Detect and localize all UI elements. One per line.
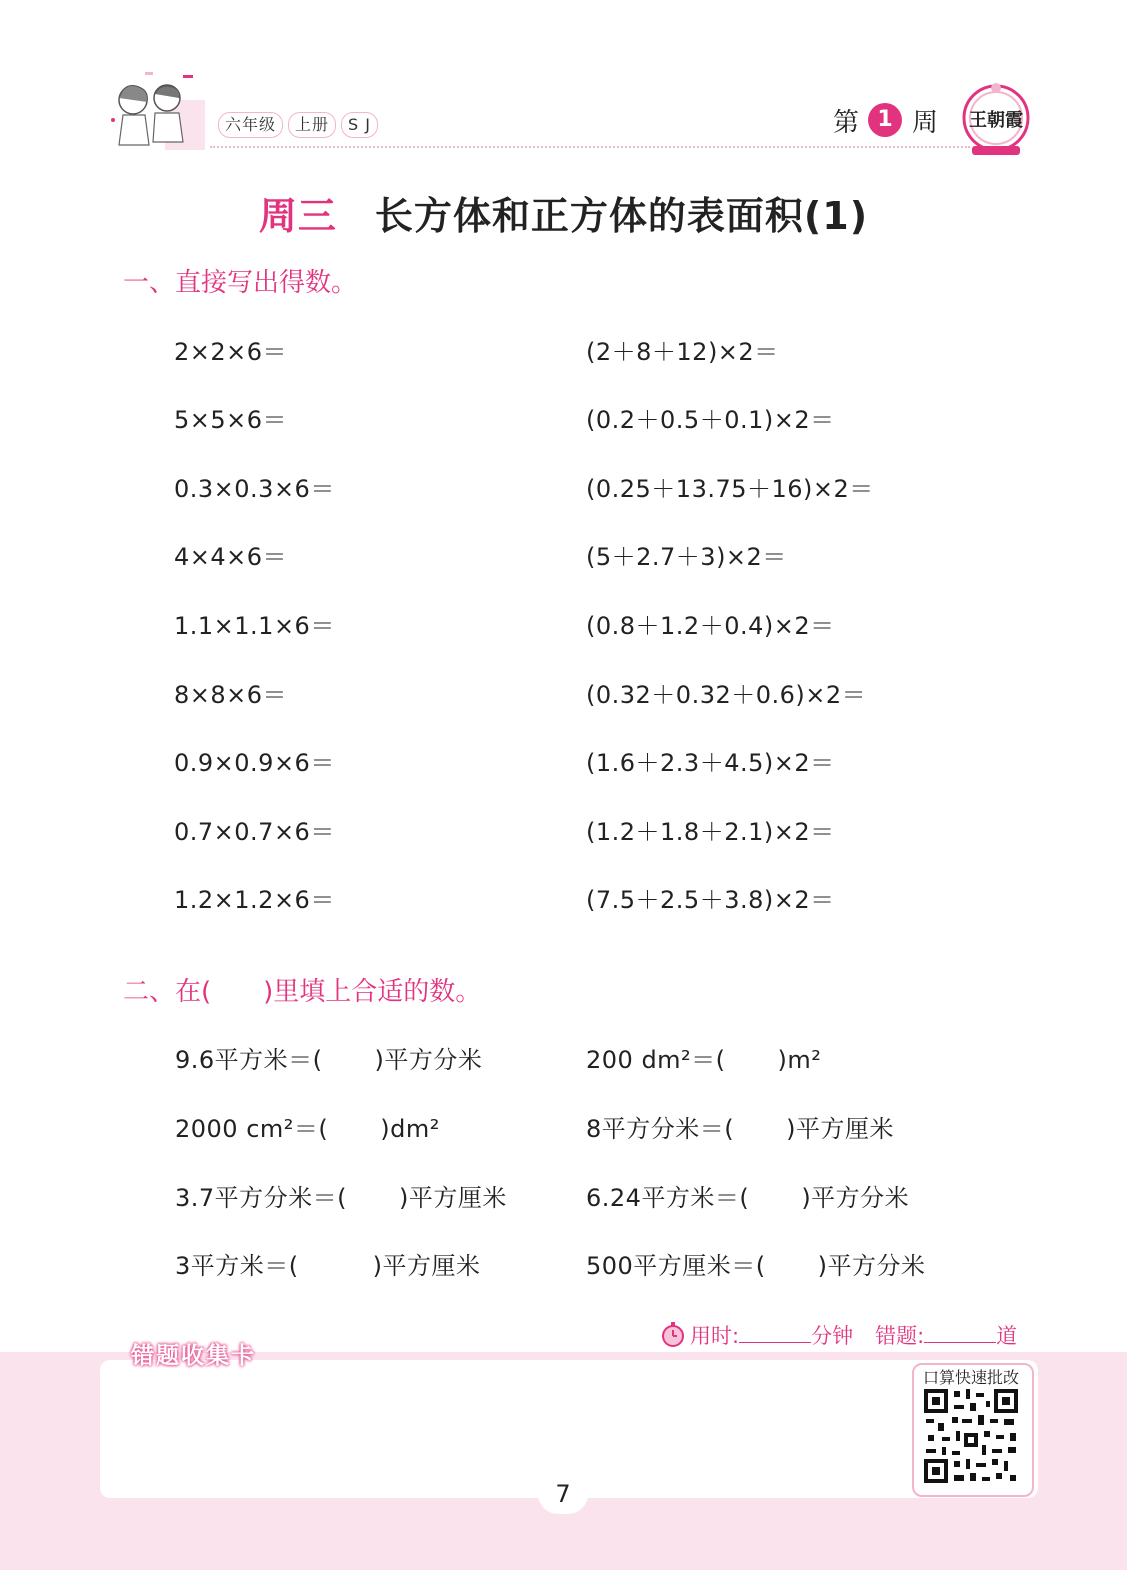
fill-item-pre: 2000 cm²＝( (175, 1115, 329, 1143)
fill-item-post: )平方厘米 (786, 1115, 895, 1143)
fill-item-pre: 8平方分米＝( (586, 1115, 735, 1143)
fill-item-pre: 3.7平方分米＝( (175, 1184, 348, 1212)
calc-right-2: (0.2＋0.5＋0.1)×2＝ (586, 406, 835, 434)
calc-right-1: (2＋8＋12)×2＝ (586, 338, 779, 366)
calc-right-3: (0.25＋13.75＋16)×2＝ (586, 475, 874, 503)
fill-item-post: )平方厘米 (372, 1252, 481, 1280)
time-unit: 分钟 (811, 1324, 854, 1348)
timer-row (660, 1320, 1017, 1352)
fill-item-4 (586, 1109, 894, 1144)
calc-right-4: (5＋2.7＋3)×2＝ (586, 543, 787, 571)
calc-left-1: 2×2×6＝ (174, 338, 288, 366)
section2-heading: 二、在( )里填上合适的数。 (123, 977, 482, 1007)
fill-item-2 (586, 1040, 821, 1075)
week-prefix: 第 (833, 108, 860, 138)
calc-left-3: 0.3×0.3×6＝ (174, 475, 335, 503)
page-title (0, 185, 1127, 240)
fill-item-post: )平方分米 (801, 1184, 910, 1212)
title-day: 周三 (258, 194, 337, 238)
calc-left-4: 4×4×6＝ (174, 543, 288, 571)
fill-item-1 (175, 1040, 482, 1075)
fill-item-post: )dm² (380, 1115, 440, 1143)
header-divider (210, 146, 970, 148)
page-number: 7 (555, 1480, 571, 1508)
calc-right-5: (0.8＋1.2＋0.4)×2＝ (586, 612, 835, 640)
fill-item-8 (586, 1246, 926, 1281)
children-illustration (105, 70, 205, 155)
section1-heading: 一、直接写出得数。 (123, 268, 358, 298)
errors-label: 错题: (875, 1324, 925, 1348)
fill-item-7 (175, 1246, 481, 1281)
fill-item-pre: 200 dm²＝( (586, 1046, 726, 1074)
fill-item-post: )平方分米 (817, 1252, 926, 1280)
fill-item-3 (175, 1109, 440, 1144)
calc-right-9: (7.5＋2.5＋3.8)×2＝ (586, 886, 835, 914)
calc-left-2: 5×5×6＝ (174, 406, 288, 434)
qr-label: 口算快速批改 (922, 1368, 1019, 1387)
svg-text:王朝霞: 王朝霞 (969, 110, 1023, 131)
stopwatch-icon (660, 1321, 686, 1352)
calc-right-7: (1.6＋2.3＋4.5)×2＝ (586, 749, 835, 777)
time-input[interactable] (739, 1324, 811, 1343)
fill-item-post: )m² (777, 1046, 822, 1074)
calc-right-6: (0.32＋0.32＋0.6)×2＝ (586, 681, 867, 709)
calc-right-8: (1.2＋1.8＋2.1)×2＝ (586, 818, 835, 846)
fill-item-pre: 3平方米＝( (175, 1252, 299, 1280)
week-suffix: 周 (912, 108, 939, 138)
errors-unit: 道 (996, 1324, 1018, 1348)
fill-item-5 (175, 1178, 507, 1213)
mistake-card-tab: 错题收集卡 (131, 1343, 256, 1369)
grade-chip: 六年级 (218, 112, 283, 138)
time-label: 用时: (690, 1324, 740, 1348)
volume-chip: 上册 (288, 112, 336, 138)
fill-item-pre: 6.24平方米＝( (586, 1184, 750, 1212)
calc-left-7: 0.9×0.9×6＝ (174, 749, 335, 777)
fill-item-pre: 9.6平方米＝( (175, 1046, 323, 1074)
fill-item-6 (586, 1178, 909, 1213)
fill-item-post: )平方分米 (374, 1046, 483, 1074)
errors-input[interactable] (924, 1324, 996, 1343)
calc-left-8: 0.7×0.7×6＝ (174, 818, 335, 846)
edition-chip: S J (341, 112, 378, 138)
week-number-badge: 1 (868, 103, 902, 137)
title-topic: 长方体和正方体的表面积(1) (374, 194, 869, 238)
qr-code-icon[interactable] (922, 1387, 1020, 1485)
fill-item-post: )平方厘米 (399, 1184, 507, 1212)
fill-item-pre: 500平方厘米＝( (586, 1252, 766, 1280)
brand-seal-logo (960, 80, 1032, 158)
calc-left-9: 1.2×1.2×6＝ (174, 886, 335, 914)
calc-left-5: 1.1×1.1×6＝ (174, 612, 335, 640)
calc-left-6: 8×8×6＝ (174, 681, 288, 709)
